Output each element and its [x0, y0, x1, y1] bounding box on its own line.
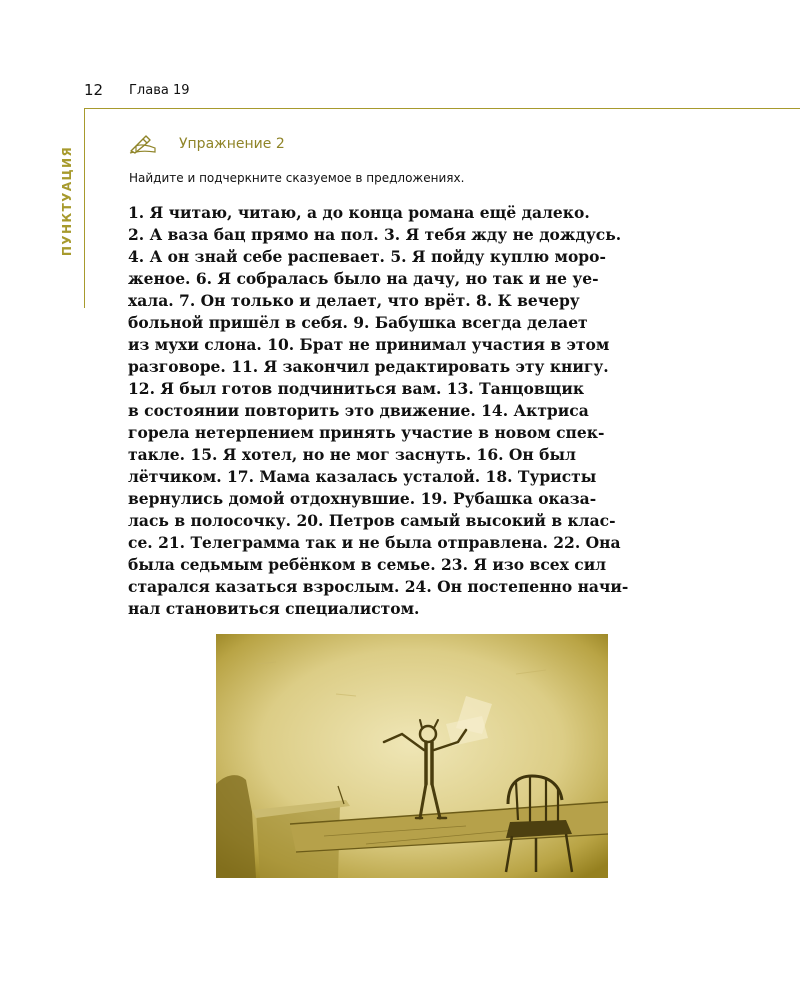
- sentence-line: вернулись домой отдохнувшие. 19. Рубашка оказа-: [128, 489, 597, 508]
- sentence-line: хала. 7. Он только и делает, что врёт. 8. К вечеру: [128, 291, 580, 310]
- side-rule: [84, 108, 85, 308]
- sentence-line: нал становиться специалистом.: [128, 599, 420, 618]
- sentence-line: лётчиком. 17. Мама казалась усталой. 18. Туристы: [128, 467, 597, 486]
- sentence-line: 12. Я был готов подчиниться вам. 13. Танцовщик: [128, 379, 585, 398]
- sentence-line: больной пришёл в себя. 9. Бабушка всегда делает: [128, 313, 588, 332]
- exercise-title: Упражнение 2: [179, 136, 285, 152]
- header-rule: [84, 108, 800, 109]
- page-number: 12: [84, 81, 104, 99]
- exercise-instruction: Найдите и подчеркните сказуемое в предложениях.: [129, 171, 465, 185]
- sentence-line: се. 21. Телеграмма так и не была отправлена. 22. Она: [128, 533, 621, 552]
- sentence-line: 2. А ваза бац прямо на пол. 3. Я тебя жду не дождусь.: [128, 225, 622, 244]
- sentence-line: такле. 15. Я хотел, но не мог заснуть. 16. Он был: [128, 445, 576, 464]
- section-side-label-text: ПУНКТУАЦИЯ: [60, 145, 74, 257]
- sentence-line: 1. Я читаю, читаю, а до конца романа ещё далеко.: [128, 203, 590, 222]
- sentence-line: из мухи слона. 10. Брат не принимал участия в этом: [128, 335, 610, 354]
- sentence-line: 4. А он знай себе распевает. 5. Я пойду куплю моро-: [128, 247, 606, 266]
- sentence-line: лась в полосочку. 20. Петров самый высокий в клас-: [128, 511, 616, 530]
- sentence-line: старался казаться взрослым. 24. Он постепенно начи-: [128, 577, 629, 596]
- sentence-line: разговоре. 11. Я закончил редактировать эту книгу.: [128, 357, 609, 376]
- sentence-line: в состоянии повторить это движение. 14. Актриса: [128, 401, 589, 420]
- sentence-line: была седьмым ребёнком в семье. 23. Я изо всех сил: [128, 555, 607, 574]
- section-side-label: [56, 136, 78, 266]
- stage-scene-illustration: [216, 634, 608, 878]
- writing-hand-icon: [128, 134, 158, 154]
- exercise-sentences: [128, 202, 698, 620]
- chapter-title: Глава 19: [129, 83, 190, 98]
- sentence-line: женое. 6. Я собралась было на дачу, но так и не уе-: [128, 269, 599, 288]
- sentence-line: горела нетерпением принять участие в новом спек-: [128, 423, 605, 442]
